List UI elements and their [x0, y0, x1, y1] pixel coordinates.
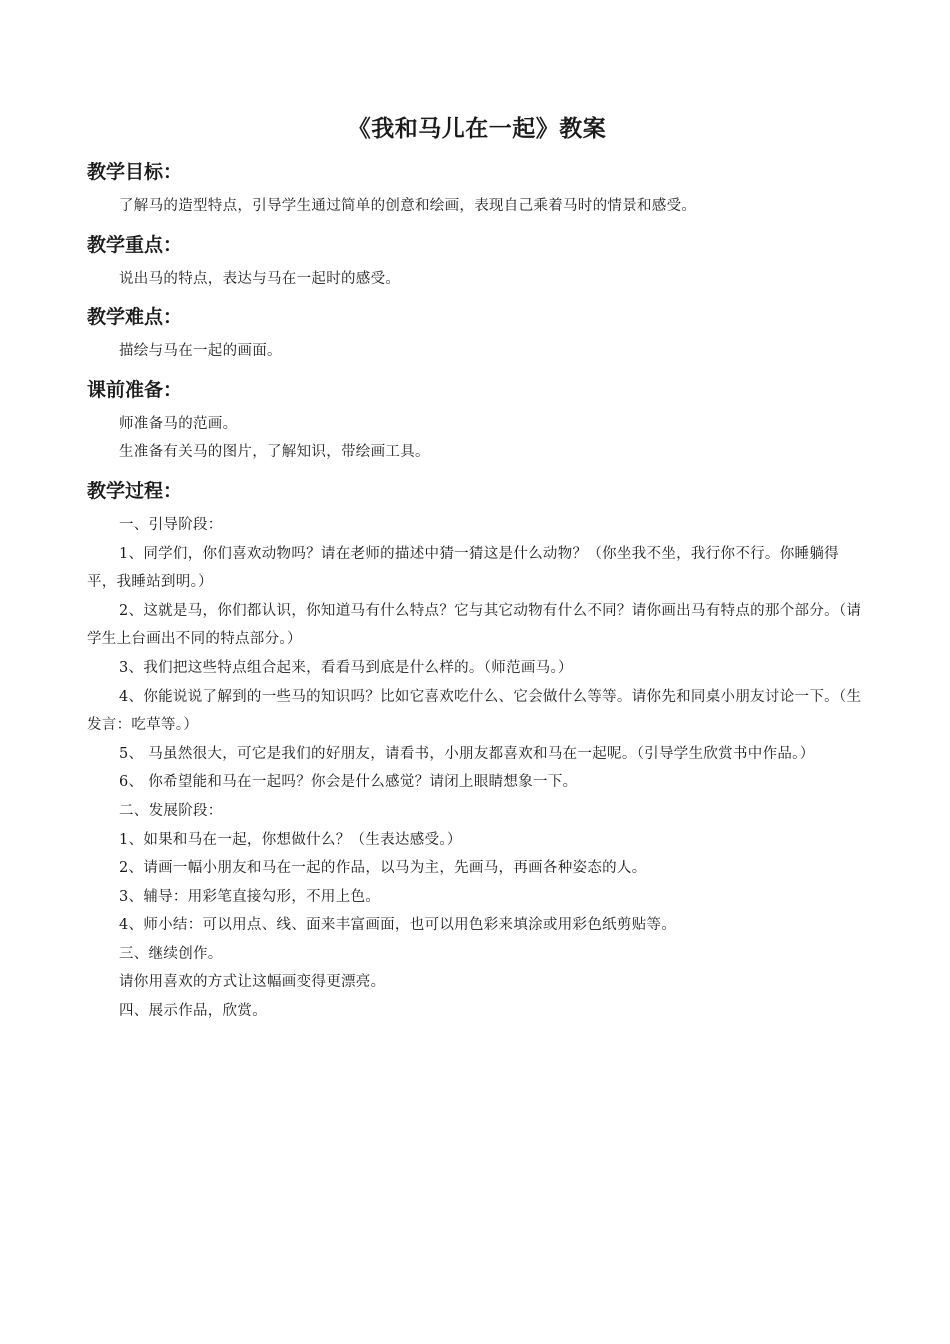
difficulties-body	[87, 337, 867, 366]
process-step: 3、我们把这些特点组合起来，看看马到底是什么样的。（师范画马。）	[119, 659, 573, 676]
process-step: 2、请画一幅小朋友和马在一起的作品，以马为主，先画马，再画各种姿态的人。	[119, 860, 647, 877]
process-step: 6、 你希望能和马在一起吗？你会是什么感觉？请闭上眼睛想象一下。	[119, 774, 578, 791]
process-step: 1、同学们，你们喜欢动物吗？请在老师的描述中猜一猜这是什么动物？（你坐我不坐，我行你不行。你睡躺得平，我睡站到明。）	[87, 545, 839, 591]
difficulties-paragraph: 描绘与马在一起的画面。	[119, 343, 282, 360]
difficulties-heading: 教学难点：	[87, 306, 183, 329]
document-title: 《我和马儿在一起》教案	[347, 116, 607, 142]
process-step: 4、师小结：可以用点、线、面来丰富画面，也可以用色彩来填涂或用彩色纸剪贴等。	[119, 917, 677, 934]
process-step: 3、辅导：用彩笔直接勾形，不用上色。	[119, 888, 381, 905]
objectives-paragraph: 了解马的造型特点，引导学生通过简单的创意和绘画，表现自己乘着马时的情景和感受。	[119, 198, 697, 214]
key-points-paragraph: 说出马的特点，表达与马在一起时的感受。	[119, 270, 401, 287]
process-stage-heading: 三、继续创作。	[119, 945, 223, 962]
document-page	[87, 112, 867, 1036]
key-points-heading: 教学重点：	[87, 233, 183, 256]
process-step: 2、这就是马，你们都认识，你知道马有什么特点？它与其它动物有什么不同？请你画出马有特点的那个部分。（请学生上台画出不同的特点部分。）	[87, 602, 862, 648]
process-stage-heading: 二、发展阶段：	[119, 802, 223, 819]
key-points-body	[87, 265, 867, 294]
preparation-paragraph: 生准备有关马的图片，了解知识，带绘画工具。	[119, 444, 430, 461]
objectives-body	[87, 192, 867, 221]
process-step: 4、你能说说了解到的一些马的知识吗？比如它喜欢吃什么、它会做什么等等。请你先和同桌小朋友讨论一下。（生发言：吃草等。）	[87, 688, 862, 734]
process-body	[87, 511, 867, 1026]
process-stage-heading: 四、展示作品，欣赏。	[119, 1003, 267, 1020]
process-stage-heading: 一、引导阶段：	[119, 516, 223, 533]
preparation-heading: 课前准备：	[87, 378, 183, 401]
objectives-heading: 教学目标：	[87, 161, 183, 183]
process-step: 请你用喜欢的方式让这幅画变得更漂亮。	[119, 974, 386, 991]
preparation-paragraph: 师准备马的范画。	[119, 415, 238, 432]
process-step: 5、 马虽然很大，可它是我们的好朋友，请看书，小朋友都喜欢和马在一起呢。（引导学生欣赏书中作品。）	[119, 745, 815, 762]
process-step: 1、如果和马在一起，你想做什么？（生表达感受。）	[119, 831, 462, 848]
preparation-body	[87, 410, 867, 467]
process-heading: 教学过程：	[87, 479, 183, 502]
